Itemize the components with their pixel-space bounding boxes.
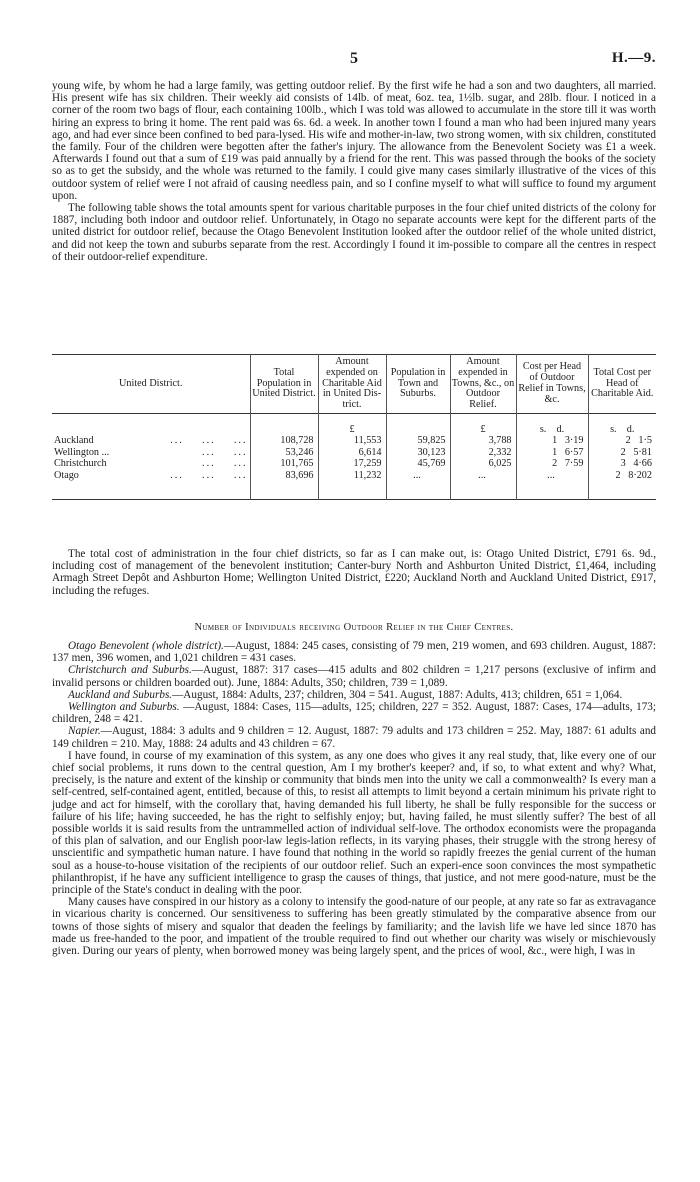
entry-text: —August, 1884: Cases, 115—adults, 125; children, 227 = 352. August, 1887: Cases, 174—adults, 173; children, 248 = 421. [52,701,656,726]
relief-entry [52,689,656,701]
unit-label: £ [450,413,516,435]
leader-dots: ... ... [202,446,248,458]
table-cell: ... [450,470,516,500]
table-cell: 2 1·5 [588,435,656,447]
units-row [52,413,656,435]
district-name: Otago [54,469,79,481]
table-row [52,458,656,470]
paragraph: Many causes have conspired in our history as a colony to intensify the good-nature of our people, at any rate so far as extravagance in vicarious charity is concerned. Our sensitiveness to suffering has been greatly stimulated by the comparative absence from our towns of those sights of misery and squalor that deaden the feelings by familiarity; and the lavish life we have led since 1870 has made us free-handed to the poor, and impatient of the trouble required to find out whether our charity was wisely or mischievously given. During our years of plenty, when borrowed money was being largely spent, and the prices of wool, &c., were high, I was in [52,896,656,958]
relief-entry [52,664,656,688]
relief-and-discussion-text [52,640,656,957]
table-row [52,435,656,447]
column-header: Cost per Head of Outdoor Relief in Towns, &c. [516,355,588,414]
admin-cost-text [52,548,656,597]
relief-entry [52,701,656,725]
table-row [52,447,656,459]
paragraph: The total cost of administration in the four chief districts, so far as I can make out, is: Otago United District, £791 6s. 9d., including cost of management of the benevolent institution; Canter-bury North and Ashburton United District, £1,464, including Armagh Street Depôt and Ashburton Home; Wellington United District, £220; Auckland North and Auckland United District, £917, including the refuges. [52,548,656,597]
unit-label: £ [318,413,386,435]
table-cell: 1 6·57 [516,447,588,459]
table-cell: 6,614 [318,447,386,459]
column-header: Total Cost per Head of Charitable Aid. [588,355,656,414]
table-cell: 108,728 [250,435,318,447]
table-cell: 11,232 [318,470,386,500]
paragraph: young wife, by whom he had a large family, was getting outdoor relief. By the first wife he had a son and two daughters, all married. His present wife has six children. Their weekly aid consists of 14lb. of meat, 6oz. tea, 1½lb. sugar, and 28lb. flour. I noticed in a corner of the room two bags of flour, each containing 100lb., which I was told was allowed to accumulate in the store till it was worth hiring an express to bring it home. The rent paid was 6s. 6d. a week. In another town I found a man who had been injured many years ago, and had ever since been confined to bed para-lysed. His wife and mother-in-law, two strong women, with six children, constituted the family. Four of the children were begotten after the father's injury. The allowance from the Benevolent Society was £1 a week. Afterwards I found out that a sum of £19 was paid annually by a friend for the rent. This was passed through the books of the society so as to get the subsidy, and the whole was returned to the family. I could give many cases similarly illustrative of the vices of this outdoor system of relief were I not afraid of causing needless pain, and so I confine myself to what will suffice to found my argument upon. [52,80,656,202]
paragraph: The following table shows the total amounts spent for various charitable purposes in the four chief united districts of the colony for 1887, including both indoor and outdoor relief. Unfortunately, in Otago no separate accounts were kept for the different parts of the united district for outdoor relief, because the Otago Benevolent Institution looked after the outdoor relief of the whole united district, and did not keep the town and suburbs separate from the rest. Accordingly I found it im-possible to compare all the centres in respect of their outdoor-relief expenditure. [52,202,656,263]
document-reference: H.—9. [611,50,656,66]
table-cell: 2 7·59 [516,458,588,470]
charitable-aid-table [52,354,656,500]
district-name: Christchurch [54,458,107,470]
table-cell: 6,025 [450,458,516,470]
table-cell: 2 5·81 [588,447,656,459]
table-cell: ... [516,470,588,500]
relief-entry [52,725,656,749]
place-name: Wellington and Suburbs. [68,701,180,714]
page-number: 5 [350,50,358,67]
place-name: Auckland and Suburbs. [68,688,173,701]
column-header: United District. [119,377,183,389]
unit-label: s. d. [588,413,656,435]
table-cell: 11,553 [318,435,386,447]
page-header [52,50,656,70]
entry-text: —August, 1884: 245 cases, consisting of 79 men, 219 women, and 693 children. August, 1887: 137 men, 396 women, and 1,021 children = 431 cases. [52,640,656,665]
table-row [52,470,656,500]
leader-dots: ... ... ... [170,469,248,481]
place-name: Otago Benevolent (whole district). [68,640,224,652]
column-header: Population in Town and Suburbs. [386,355,450,414]
leader-dots: ... ... [202,458,248,470]
section-heading: Number of Individuals receiving Outdoor Relief in the Chief Centres. [194,622,514,633]
unit-label: s. d. [516,413,588,435]
table-cell: 2 8·202 [588,470,656,500]
table-cell: 83,696 [250,470,318,500]
table-cell: 59,825 [386,435,450,447]
column-header: Total Population in United District. [250,355,318,414]
relief-entry [52,640,656,664]
paragraph: I have found, in course of my examination of this system, as any one does who gives it any real study, that, like every one of our chief social problems, it runs down to the central question, Am I my brother's keeper? and, if so, to what extent and why? What, precisely, is the nature and extent of the kinship or community that binds men into the unity we call a commonwealth? Is every man a self-centred, self-contained agent, entitled, because of this, to resist all attempts to limit beyond a certain minimum his private right to judge and act for himself, with the corollary that, having demanded his full liberty, he shall be fully responsible for the success or failure of his life; having succeeded, he has the right to selfishly enjoy; but, having failed, he must silently suffer? The best of all possible worlds it is said results from the untrammelled action of individual self-love. The orthodox economists were the propaganda of this plan of salvation, and our English poor-law legis-lation reflects, in its varying phases, their struggle with the strong heresy of unscientific and sympathetic human nature. I have found that nothing in the world so rapidly freezes the genial current of the human soul as a house-to-house visitation of the recipients of our outdoor relief. Such an experi-ence soon convinces the most sympathetic philanthropist, if he have any sufficient intelligence to grasp the causes of things, that justice, and not mere good-nature, must be the principle of the State's conduct in dealing with the poor. [52,749,656,897]
table-cell: 17,259 [318,458,386,470]
entry-text: —August, 1884: Adults, 237; children, 304 = 541. August, 1887: Adults, 413; children, 651 = 1,064. [172,688,623,701]
district-name: Auckland [54,435,94,447]
leader-dots: ... ... ... [170,435,248,447]
column-header: Amount expended in Towns, &c., on Outdoor Relief. [450,355,516,414]
place-name: Christchurch and Suburbs. [68,664,192,677]
place-name: Napier. [68,725,101,738]
table-cell: 53,246 [250,447,318,459]
table-cell: 45,769 [386,458,450,470]
entry-text: —August, 1884: 3 adults and 9 children = 12. August, 1887: 79 adults and 173 children = 252. May, 1887: 61 adults and 149 children = 210. May, 1888: 24 adults and 43 children = 67. [52,725,656,750]
table-header-row [52,355,656,414]
table-cell: 1 3·19 [516,435,588,447]
district-name: Wellington ... [54,446,110,458]
table-cell: 30,123 [386,447,450,459]
column-header: Amount expended on Charitable Aid in United Dis-trict. [318,355,386,414]
table-cell: 101,765 [250,458,318,470]
intro-text [52,80,656,263]
entry-text: —August, 1887: 317 cases—415 adults and 802 children = 1,217 persons (exclusive of infirm and invalid persons or children boarded out). June, 1884: Adults, 350; children, 739 = 1,089. [52,664,657,689]
table-cell: ... [386,470,450,500]
table-cell: 3,788 [450,435,516,447]
table-cell: 3 4·66 [588,458,656,470]
table-cell: 2,332 [450,447,516,459]
